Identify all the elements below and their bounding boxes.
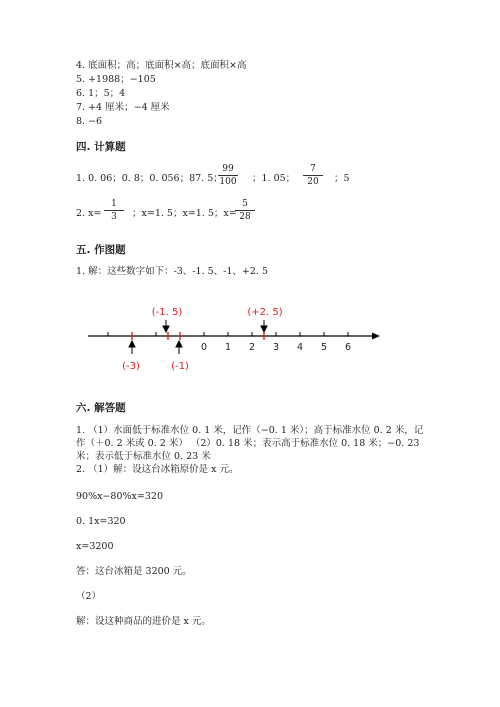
arrow-up-icon bbox=[129, 341, 135, 347]
axis-arrowhead-icon bbox=[372, 333, 380, 340]
fraction-denominator: 20 bbox=[307, 177, 319, 187]
calc-q1-suffix: ；5 bbox=[334, 173, 350, 184]
label-neg1: (-1) bbox=[171, 361, 189, 372]
solve-equation-3: x=3200 bbox=[76, 541, 114, 552]
tick-label-0: 0 bbox=[200, 342, 208, 353]
calc-q1-prefix: 1. 0. 06；0. 8；0. 056；87. 5； bbox=[76, 173, 223, 184]
label-pos2-5: (+2. 5) bbox=[247, 307, 283, 318]
fraction-numerator: 5 bbox=[235, 199, 255, 211]
arrow-up-icon bbox=[176, 341, 182, 347]
fraction-denominator: 3 bbox=[111, 212, 117, 222]
drawing-q1-text: 1. 解：这些数字如下：-3、-1. 5、-1、+2. 5 bbox=[76, 266, 269, 277]
tick-label-5: 5 bbox=[320, 342, 328, 353]
calc-q2-prefix: 2. x= bbox=[76, 208, 102, 219]
section-title-drawing: 五. 作图题 bbox=[76, 244, 126, 256]
solve-part-2-line: 解：设这种商品的进价是 x 元。 bbox=[76, 616, 211, 627]
fraction-denominator: 100 bbox=[219, 177, 237, 187]
tick-label-1: 1 bbox=[224, 342, 232, 353]
solve-q1-line-2: 作（＋0. 2 米或 0. 2 米） （2）0. 18 米；表示高于标准水位 0. 18 米；−0. 23 bbox=[76, 438, 420, 449]
solve-equation-2: 0. 1x=320 bbox=[76, 516, 126, 527]
section-title-solve: 六. 解答题 bbox=[76, 402, 126, 414]
solve-q2-line-1: 2. （1）解：设这台冰箱原价是 x 元。 bbox=[76, 464, 239, 475]
fraction-denominator: 28 bbox=[239, 212, 251, 222]
tick-label-4: 4 bbox=[296, 342, 304, 353]
solve-q1-line-3: 米；表示低于标准水位 0. 23 米 bbox=[76, 451, 211, 462]
section-title-calc: 四. 计算题 bbox=[76, 141, 126, 153]
answer-line-5: 5. +1988；−105 bbox=[76, 74, 156, 85]
calc-q1-mid: ；1. 05； bbox=[252, 173, 296, 184]
arrow-down-icon bbox=[163, 326, 169, 332]
solve-answer: 答：这台冰箱是 3200 元。 bbox=[76, 566, 192, 577]
solve-q1-line-1: 1. （1）水面低于标准水位 0. 1 米，记作（−0. 1 米）；高于标准水位 0. 2 米，记 bbox=[76, 425, 424, 436]
answer-line-7: 7. +4 厘米；−4 厘米 bbox=[76, 102, 170, 113]
answer-line-8: 8. −6 bbox=[76, 116, 103, 127]
solve-equation-1: 90%x−80%x=320 bbox=[76, 491, 163, 502]
answer-line-4: 4. 底面积；高；底面积×高；底面积×高 bbox=[76, 60, 247, 71]
solve-part-2-label: （2） bbox=[76, 591, 102, 602]
arrow-down-icon bbox=[261, 326, 267, 332]
answer-line-6: 6. 1；5；4 bbox=[76, 88, 126, 99]
label-neg1-5: (-1. 5) bbox=[151, 307, 183, 318]
tick-label-6: 6 bbox=[344, 342, 352, 353]
fraction-numerator: 1 bbox=[104, 199, 124, 211]
calc-q2-mid: ；x=1. 5；x=1. 5；x= bbox=[132, 208, 237, 219]
tick-label-2: 2 bbox=[248, 342, 256, 353]
tick-label-3: 3 bbox=[272, 342, 280, 353]
fraction-numerator: 7 bbox=[303, 164, 323, 176]
label-neg3: (-3) bbox=[122, 361, 140, 372]
fraction-numerator: 99 bbox=[218, 164, 238, 176]
